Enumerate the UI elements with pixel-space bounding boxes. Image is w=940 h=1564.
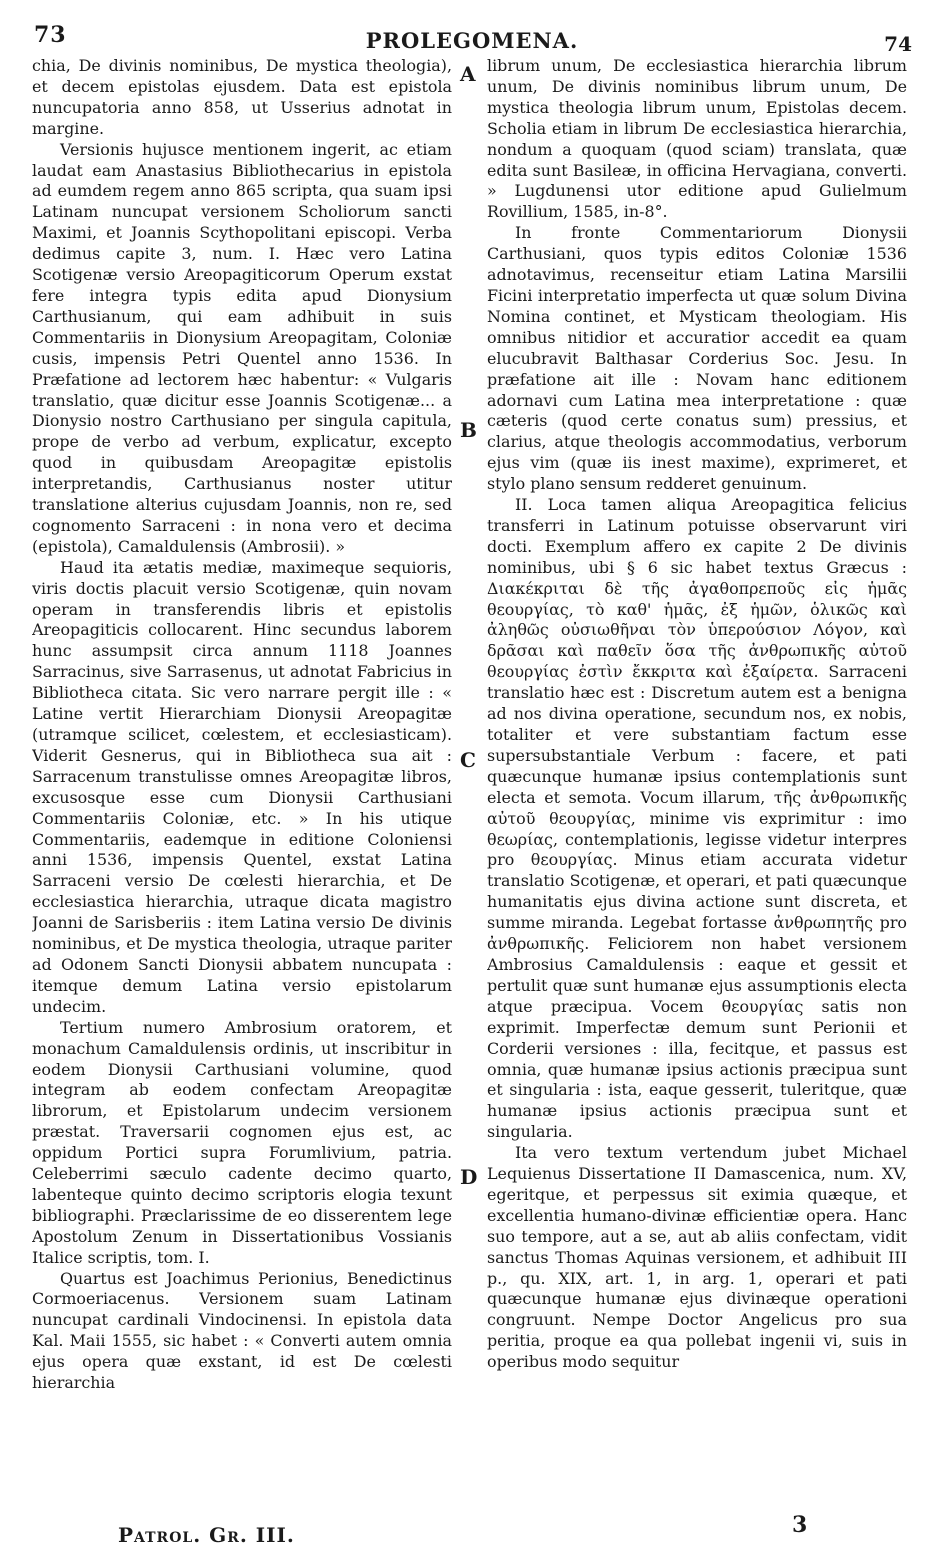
footer-sheet-number: 3 [792,1512,808,1538]
page-number-right: 74 [884,32,912,56]
right-paragraph-4: Ita vero textum vertendum jubet Michael Lequienus Dissertatione II Damascenica, num. XV, egeritque, et perpessus sit eximia quæque, et excellentia humano-divinæ efficientiæ opera. Hanc suo tempore, aut a se, aut ab aliis confectam, vidit sanctus Thomas Aquinas versionem, et adhibuit III p., qu. XIX, art. 1, in arg. 1, operari et pati quæcunque humanæ ejus divinæque operationi congruunt. Nempe Doctor Angelicus pro sua peritia, proque ea qua pollebat ingenii vi, suis in operibus modo sequitur [487,1143,907,1372]
left-column [32,56,452,1506]
margin-marker-a: A [460,62,476,86]
footer-signature: Patrol. Gr. III. [118,1523,295,1547]
right-paragraph-1: librum unum, De ecclesiastica hierarchia librum unum, De divinis nominibus librum unum, De mystica theologia librum unum, Epistolas decem. Scholia etiam in librum De ecclesiastica hierarchia, nondum a quoquam (quod sciam) translata, quæ edita sunt Basileæ, in officina Hervagiana, converti. » Lugdunensi utor editione apud Gulielmum Rovillium, 1585, in-8°. [487,56,907,222]
right-paragraph-2: In fronte Commentariorum Dionysii Carthusiani, quos typis editos Coloniæ 1536 adnotavimus, recenseitur etiam Latina Marsilii Ficini interpretatio imperfecta ut quæ solum Divina Nomina continet, et Mysticam theologiam. His omnibus nitidior et accuratior accedit ea quam elucubravit Balthasar Corderius Soc. Jesu. In præfatione ait ille : Novam hanc editionem adornavi cum Latina mea interpretatione : quæ cæteris (quod certe conatus sum) pressius, et clarius, atque theologis accommodatius, verborum ejus vim (quæ iis inest maxime), exprimeret, et stylo plano sensum redderet genuinum. [487,223,907,494]
margin-marker-b: B [460,418,477,442]
margin-marker-c: C [460,748,476,772]
right-column [487,56,907,1506]
margin-marker-d: D [460,1165,478,1189]
left-paragraph-1: chia, De divinis nominibus, De mystica theologia), et decem epistolas ejusdem. Data est epistola nuncupatoria anno 858, ut Usserius adnotat in margine. [32,56,452,138]
left-paragraph-3: Haud ita ætatis mediæ, maximeque sequioris, viris doctis placuit versio Scotigenæ, quin novam operam in transferendis libris et epistolis Areopagiticis collocarent. Hinc secundus laborem hunc assumpsit circa annum 1118 Joannes Sarracinus, sive Sarrasenus, ut adnotat Fabricius in Bibliotheca citata. Sic vero narrare pergit ille : « Latine vertit Hierarchiam Dionysii Areopagitæ (utramque scilicet, cœlestem, et ecclesiasticam). Viderit Gesnerus, qui in Bibliotheca sua ait : Sarracenum transtulisse omnes Areopagitæ libros, excusosque esse cum Dionysii Carthusiani Commentariis Coloniæ, etc. » In his utique Commentariis, eademque in editione Coloniensi anni 1536, impensis Quentel, exstat Latina Sarraceni versio De cœlesti hierarchia, et De ecclesiastica hierarchia, utraque dicata magistro Joanni de Sarisberiis : item Latina versio De divinis nominibus, et De mystica theologia, utraque pariter ad Odonem Sancti Dionysii abbatem nuncupata : itemque demum Latina versio epistolarum undecim. [32,557,452,1016]
right-paragraph-3: II. Loca tamen aliqua Areopagitica felicius transferri in Latinum potuisse observarunt viri docti. Exemplum affero ex capite 2 De divinis nominibus, ubi § 6 sic habet textus Græcus : Διακέκριται δὲ τῆς ἀγαθοπρεποῦς εἰς ἡμᾶς θεουργίας, τὸ καθ' ἡμᾶς, ἐξ ἡμῶν, ὁλικῶς καὶ ἀληθῶς οὐσιωθῆναι τὸν ὑπερούσιον Λόγον, καὶ δρᾶσαι καὶ παθεῖν ὅσα τῆς ἀνθρωπικῆς αὐτοῦ θεουργίας ἐστὶν ἔκκριτα καὶ ἐξαίρετα. Sarraceni translatio hæc est : Discretum autem est a benigna ad nos divina operatione, secundum nos, ex nobis, totaliter et vere substantiam factum esse supersubstantiale Verbum : facere, et pati quæcunque humanæ ipsius contemplationis sunt electa et semota. Vocum illarum, τῆς ἀνθρωπικῆς αὐτοῦ θεουργίας, minime vis exprimitur : imo θεωρίας, contemplationis, legisse videtur interpres pro θεουργίας. Minus etiam accurata videtur translatio Scotigenæ, et operari, et pati quæcunque humanitatis ejus divina actione sunt discreta, et summe miranda. Legebat fortasse ἀνθρωπητῆς pro ἀνθρωπικῆς. Feliciorem non habet versionem Ambrosius Camaldulensis : eaque et gessit et pertulit quæ sunt humanæ ejus assumptionis electa atque præcipua. Vocem θεουργίας satis non exprimit. Imperfectæ demum sunt Perionii et Corderii versiones : illa, fecitque, et passus est omnia, quæ humanæ ipsius actionis præcipua sunt et singularia : ista, eaque gesserit, tuleritque, quæ humanæ ipsius actionis præcipua sunt et singularia. [487,495,907,1142]
left-paragraph-2: Versionis hujusce mentionem ingerit, ac etiam laudat eam Anastasius Bibliothecarius in epistola ad eumdem regem anno 865 scripta, qua suam ipsi Latinam nuncupat versionem Scholiorum sancti Maximi, et Joannis Scythopolitani episcopi. Verba dedimus capite 3, num. I. Hæc vero Latina Scotigenæ versio Areopagiticorum Operum exstat fere integra typis edita apud Dionysium Carthusianum, qui eam adhibuit in suis Commentariis in Dionysium Areopagitam, Coloniæ cusis, impensis Petri Quentel anno 1536. In Præfatione ad lectorem hæc habentur: « Vulgaris translatio, quæ dicitur esse Joannis Scotigenæ... a Dionysio nostro Carthusiano per singula capitula, prope de verbo ad verbum, explicatur, excepto quod in quibusdam Areopagitæ epistolis interpretandis, Carthusianus noster utitur translatione alterius cujusdam Joannis, non re, sed cognomento Sarraceni : in nona vero et decima (epistola), Camaldulensis (Ambrosii). » [32,139,452,556]
left-paragraph-5: Quartus est Joachimus Perionius, Benedictinus Cormoeriacenus. Versionem suam Latinam nuncupat cardinali Vindocinensi. In epistola data Kal. Maii 1555, sic habet : « Converti autem omnia ejus opera quæ exstant, id est De cœlesti hierarchia [32,1268,452,1393]
margin-markers [460,0,484,1564]
left-paragraph-4: Tertium numero Ambrosium oratorem, et monachum Camaldulensis ordinis, ut inscribitur in eodem Dionysii Carthusiani volumine, quod integram ab eodem confectam Areopagitæ librorum, et Epistolarum undecim versionem præstat. Traversarii cognomen ejus est, ac oppidum Portici supra Forumlivium, patria. Celeberrimi sæculo cadente decimo quarto, labenteque quinto decimo scriptoris elogia texunt bibliographi. Præclarissime de eo disserentem lege Apostolum Zenum in Dissertationibus Vossianis Italice scriptis, tom. I. [32,1017,452,1267]
page-number-left: 73 [34,22,67,48]
running-head: PROLEGOMENA. [365,28,579,53]
